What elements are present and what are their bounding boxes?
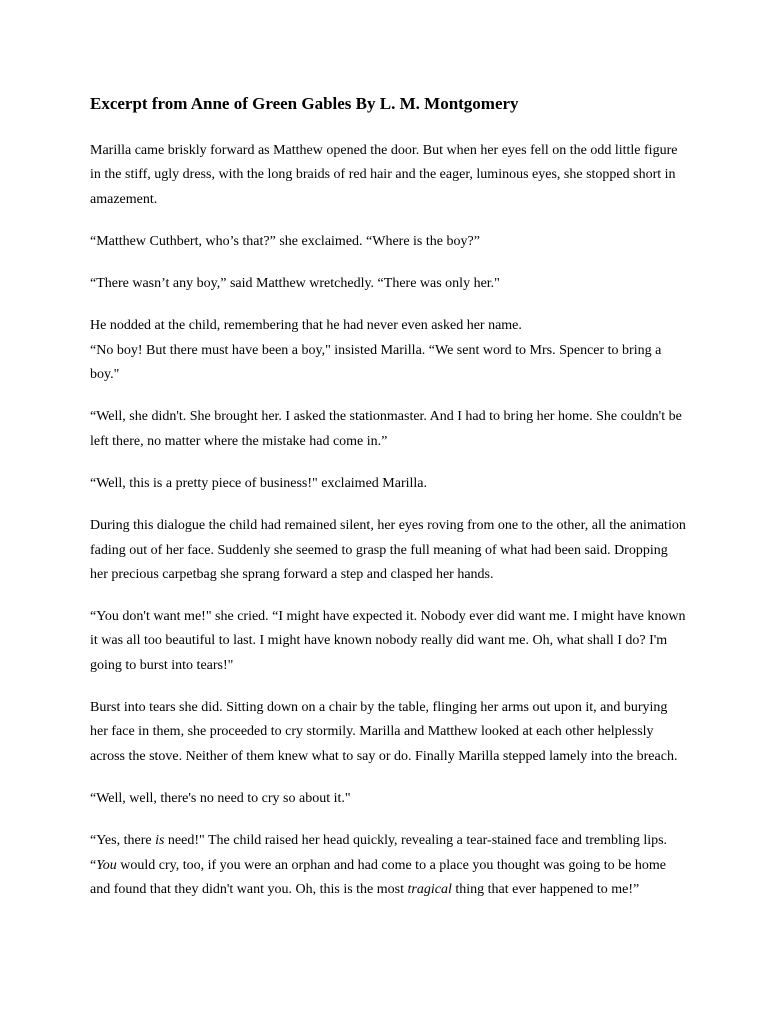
- emphasis-text: is: [155, 833, 165, 849]
- paragraph: “No boy! But there must have been a boy," insisted Marilla. “We sent word to Mrs. Spencer to bring a boy.": [90, 342, 662, 383]
- document-page: [90, 94, 686, 920]
- text-run: need!" The child raised her head quickly, revealing a tear-stained face and trembling lips.: [164, 833, 668, 849]
- text-run: “: [90, 857, 97, 873]
- paragraph: “Well, she didn't. She brought her. I asked the stationmaster. And I had to bring her home. She couldn't be left there, no matter where the mistake had come in.”: [90, 409, 682, 449]
- paragraph: “There wasn’t any boy,” said Matthew wretchedly. “There was only her.": [90, 276, 500, 292]
- paragraph: “You don't want me!" she cried. “I might have expected it. Nobody ever did want me. I might have known it was all too beautiful to last. I might have known nobody really did want me. Oh, what shall I do? I'm going to burst into tears!": [90, 609, 686, 673]
- text-run: thing that ever happened to me!”: [451, 881, 640, 897]
- paragraph: During this dialogue the child had remained silent, her eyes roving from one to the other, all the animation fading out of her face. Suddenly she seemed to grasp the full meaning of what had been said. Dropping her precious carpetbag she sprang forward a step and clasped her hands.: [90, 518, 686, 582]
- paragraph: “Matthew Cuthbert, who’s that?” she exclaimed. “Where is the boy?”: [90, 233, 480, 249]
- text-run: “Yes, there: [90, 833, 156, 849]
- paragraph: “Well, well, there's no need to cry so about it.": [90, 790, 351, 806]
- emphasis-text: You: [96, 857, 117, 873]
- paragraph: He nodded at the child, remembering that he had never even asked her name.: [90, 318, 522, 334]
- paragraph: “Well, this is a pretty piece of business!" exclaimed Marilla.: [90, 475, 427, 491]
- document-title: Excerpt from Anne of Green Gables By L. M. Montgomery: [90, 94, 519, 113]
- paragraph: [90, 829, 686, 902]
- paragraph: Burst into tears she did. Sitting down on a chair by the table, flinging her arms out upon it, and burying her face in them, she proceeded to cry stormily. Marilla and Matthew looked at each other helplessly across the stove. Neither of them knew what to say or do. Finally Marilla stepped lamely into the breach.: [90, 700, 678, 764]
- paragraph: Marilla came briskly forward as Matthew opened the door. But when her eyes fell on the odd little figure in the stiff, ugly dress, with the long braids of red hair and the eager, luminous eyes, she stopped short in amazement.: [90, 143, 678, 207]
- emphasis-text: tragical: [407, 881, 452, 897]
- text-run: would cry, too, if you were an orphan and had come to a place you thought was going to be home and found that they didn't want you. Oh, this is the most: [90, 857, 666, 897]
